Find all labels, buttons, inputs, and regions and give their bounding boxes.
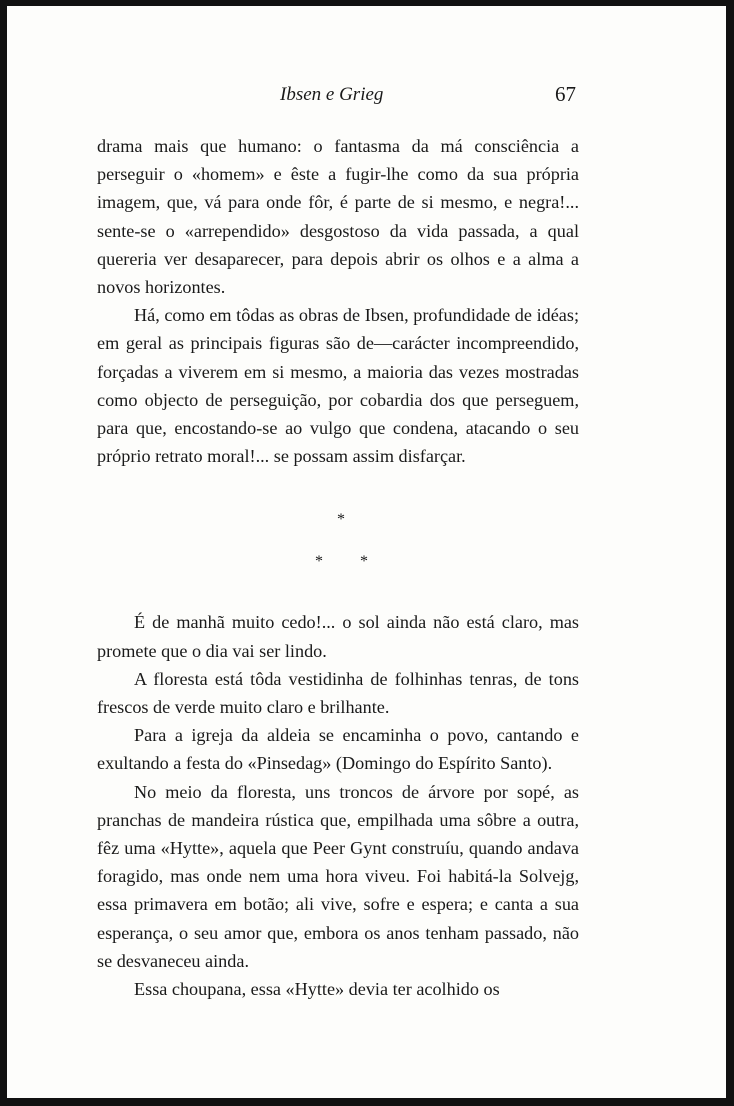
paragraph: Essa choupana, essa «Hytte» devia ter acolhido os: [134, 979, 500, 1000]
paragraph: drama mais que humano: o fantasma da má consciência a perseguir o «homem» e êste a fugir-lhe como da sua própria imagem, que, vá para onde fôr, é parte de si mesmo, e negra!... sente-se o «arrependido» desgostoso da vida passada, a qual quereria ver desaparecer, para depois abrir os olhos e a alma a novos horizontes.: [97, 136, 579, 298]
running-title: Ibsen e Grieg: [280, 84, 384, 105]
paragraph: Há, como em tôdas as obras de Ibsen, profundidade de idéas; em geral as principais figuras são de—carácter incompreendido, forçadas a viverem em si mesmo, a maioria das vezes mostradas como objecto de perseguição, por cobardia dos que perseguem, para que, encostando-se ao vulgo que condena, atacando o seu próprio retrato moral!... se possam assim disfarçar.: [97, 305, 579, 467]
section-break-asterism: [97, 470, 579, 608]
page-number: 67: [555, 82, 576, 106]
page-header: [7, 84, 726, 114]
paragraph: É de manhã muito cedo!... o sol ainda não está claro, mas promete que o dia vai ser lindo.: [97, 612, 579, 661]
asterism-star: *: [315, 553, 323, 571]
asterism-star: *: [337, 511, 345, 529]
asterism-star: *: [360, 553, 368, 571]
paragraph: No meio da floresta, uns troncos de árvore por sopé, as pranchas de mandeira rústica que, empilhada uma sôbre a outra, fêz uma «Hytte», aquela que Peer Gynt construíu, quando andava foragido, mas onde nem uma hora viveu. Foi habitá-la Solvejg, essa primavera em botão; ali vive, sofre e espera; e canta a sua esperança, o seu amor que, embora os anos tenham passado, não se desvaneceu ainda.: [97, 781, 579, 971]
body-text: [97, 132, 579, 1003]
paragraph: A floresta está tôda vestidinha de folhinhas tenras, de tons frescos de verde muito claro e brilhante.: [97, 668, 579, 718]
paragraph: Para a igreja da aldeia se encaminha o povo, cantando e exultando a festa do «Pinsedag» (Domingo do Espírito Santo).: [97, 725, 579, 774]
